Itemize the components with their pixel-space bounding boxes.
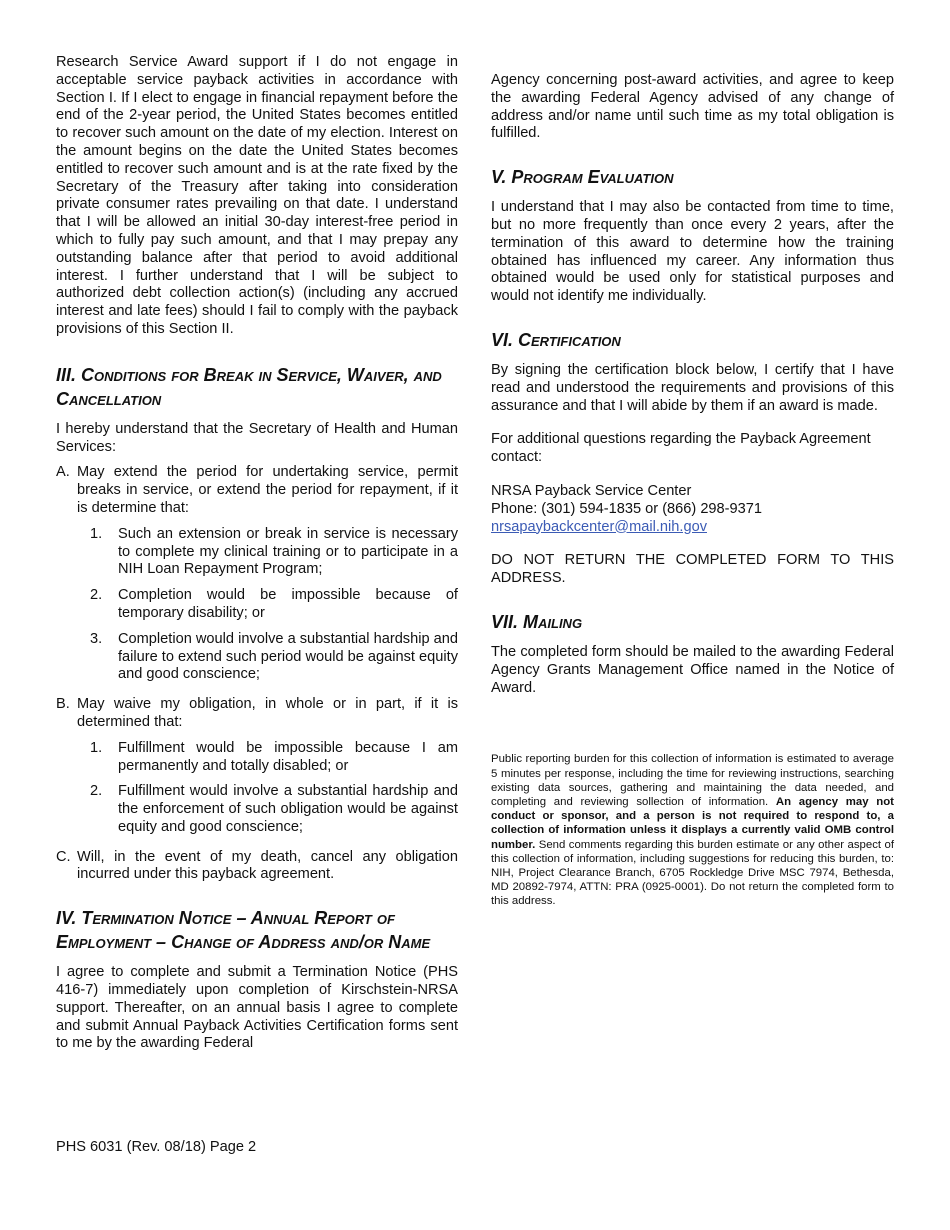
- list-item-text: Completion would involve a substantial hardship and failure to extend such period would be against equity and good conscience;: [118, 630, 458, 683]
- list-item-text: May waive my obligation, in whole or in part, if it is determined that:: [77, 696, 458, 730]
- list-marker: 3.: [90, 630, 103, 647]
- questions-text: For additional questions regarding the Payback Agreement contact:: [491, 431, 871, 466]
- list-subitem: [56, 631, 458, 684]
- list-marker: C.: [56, 848, 71, 865]
- right-column: [491, 72, 894, 909]
- list-item-text: Fulfillment would involve a substantial hardship and the enforcement of such obligation would be against equity and good conscience;: [118, 783, 458, 835]
- page-footer: PHS 6031 (Rev. 08/18) Page 2: [56, 1139, 257, 1155]
- section5-heading: V. Program Evaluation: [491, 167, 674, 188]
- section7-heading: VII. Mailing: [491, 611, 583, 632]
- section3-intro: I hereby understand that the Secretary of Health and Human Services:: [56, 420, 458, 455]
- list-marker: 1.: [90, 739, 103, 756]
- burden-statement: [491, 752, 894, 908]
- burden-bold-text: An agency may not conduct or sponsor, and a person is not required to respond to, a collection of information unless it displays a currently valid OMB control number.: [491, 795, 894, 851]
- section3-heading: III. Conditions for Break in Service, Waiver, and Cancellation: [56, 364, 442, 409]
- list-subitem: [56, 783, 458, 836]
- list-marker: 2.: [90, 783, 103, 800]
- list-item-text: May extend the period for undertaking service, permit breaks in service, or extend the period for repayment, if it is determine that:: [77, 464, 458, 516]
- section5-text: I understand that I may also be contacted from time to time, but no more frequently than once every 2 years, after the termination of this award to determine how the training obtained has influenced my career. Any information thus obtained would be used only for statistical purposes and would not identify me individually.: [491, 199, 894, 305]
- section7-text: The completed form should be mailed to the awarding Federal Agency Grants Management Office named in the Notice of Award.: [491, 643, 894, 696]
- burden-text-1: Public reporting burden for this collection of information is estimated to average 5 minutes per response, including the time for reviewing instructions, searching existing data sources, gathering and maintaining the data needed, and completing and reviewing sollection of information.: [491, 753, 894, 808]
- list-item-text: Completion would be impossible because of temporary disability; or: [118, 587, 458, 621]
- burden-text-2: Send comments regarding this burden estimate or any other aspect of this collection of information, including suggestions for reducing this burden, to: NIH, Project Clearance Branch, 6705 Rockledge Drive MSC 7974, Bethesda, MD 20892-7974, ATTN: PRA (0925-0001). Do not return the completed form to this address.: [491, 838, 894, 908]
- phone-number: Phone: (301) 594-1835 or (866) 298-9371: [491, 500, 762, 517]
- section2-continuation: Research Service Award support if I do not engage in acceptable service payback activities in accordance with Section I. If I elect to engage in financial repayment before the end of the 2-year period, the United States becomes entitled to recover such amount on the date of my election. Interest on the amount begins on the date the United States becomes entitled to recover such amount and is at the rate fixed by the Secretary of the Treasury after taking into consideration private consumer rates prevailing on that date. I understand that I will be allowed an initial 30-day interest-free period in which to fully pay such amount, and that I may prepay any outstanding balance after that period to avoid additional interest. I further understand that I will be subject to authorized debt collection action(s) (including any accrued interest and late fees) should I fail to comply with the payback provisions of this Section II.: [56, 54, 458, 337]
- list-item-a: [56, 464, 458, 517]
- list-item-text: Will, in the event of my death, cancel any obligation incurred under this payback agreement.: [77, 848, 458, 883]
- list-subitem: [56, 587, 458, 623]
- list-item-text: Fulfillment would be impossible because I am permanently and totally disabled; or: [118, 739, 458, 774]
- list-item-c: [56, 849, 458, 885]
- list-item-text: Such an extension or break in service is necessary to complete my clinical training or to participate in a NIH Loan Repayment Program;: [118, 525, 458, 578]
- list-subitem: [56, 740, 458, 776]
- section4-continuation: Agency concerning post-award activities, and agree to keep the awarding Federal Agency advised of any change of address and/or name until such time as my total obligation is fulfilled.: [491, 72, 894, 142]
- list-marker: 2.: [90, 587, 103, 604]
- list-marker: B.: [56, 696, 70, 713]
- section6-heading: VI. Certification: [491, 329, 621, 350]
- list-subitem: [56, 526, 458, 579]
- center-name: NRSA Payback Service Center: [491, 482, 692, 499]
- do-not-return-warning: DO NOT RETURN THE COMPLETED FORM TO THIS ADDRESS.: [491, 552, 894, 587]
- section6-text: By signing the certification block below, I certify that I have read and understood the requirements and provisions of this assurance and that I will abide by them if an award is made.: [491, 361, 894, 414]
- list-marker: 1.: [90, 525, 103, 542]
- email-link[interactable]: nrsapaybackcenter@mail.nih.gov: [491, 518, 707, 535]
- left-column: [56, 54, 458, 1053]
- list-item-b: [56, 696, 458, 732]
- section4-text: I agree to complete and submit a Termination Notice (PHS 416-7) immediately upon completion of Kirschstein-NRSA support. Thereafter, on an annual basis I agree to complete and submit Annual Payback Activities Certification forms sent to me by the awarding Federal: [56, 964, 458, 1052]
- section4-heading: IV. Termination Notice – Annual Report of Employment – Change of Address and/or Name: [56, 908, 431, 953]
- list-marker: A.: [56, 464, 70, 481]
